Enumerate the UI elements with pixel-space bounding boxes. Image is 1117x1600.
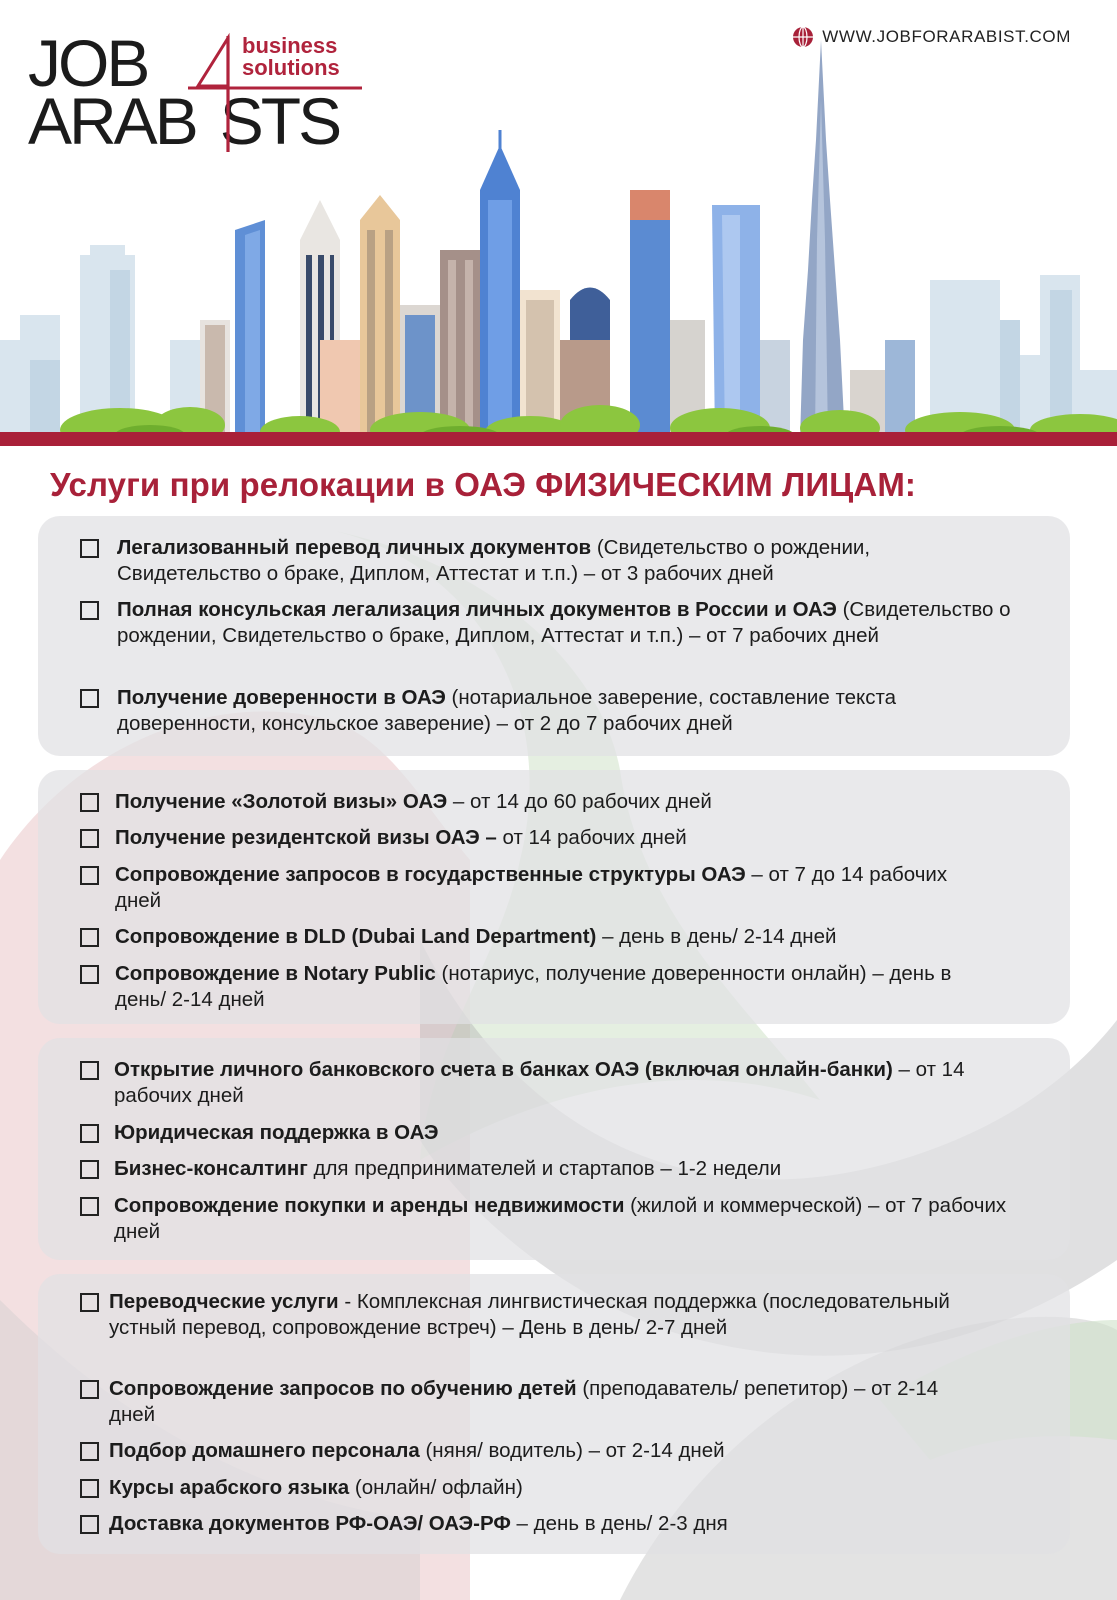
checkbox-icon[interactable] xyxy=(80,1197,99,1216)
checkbox-icon[interactable] xyxy=(80,689,99,708)
service-text xyxy=(117,685,1017,737)
service-name: Получение «Золотой визы» ОАЭ xyxy=(115,790,448,813)
service-text xyxy=(114,1193,1014,1245)
header-divider-bar xyxy=(0,432,1117,446)
logo-text-sts: STS xyxy=(219,84,340,158)
service-details: – день в день/ 2-3 дня xyxy=(510,1512,728,1535)
service-text xyxy=(109,1376,989,1428)
service-details: от 14 рабочих дней xyxy=(496,826,687,849)
logo-text-arab: ARAB xyxy=(28,84,196,158)
service-text xyxy=(117,535,1017,587)
checkbox-icon[interactable] xyxy=(80,1380,99,1399)
service-name: Подбор домашнего персонала xyxy=(109,1439,420,1462)
service-text xyxy=(109,1511,1009,1537)
service-name: Бизнес-консалтинг xyxy=(114,1157,308,1180)
service-name: Сопровождение запросов в государственные структуры ОАЭ xyxy=(115,863,746,886)
checkbox-icon[interactable] xyxy=(80,793,99,812)
service-group-banking xyxy=(38,1038,1070,1260)
service-text xyxy=(114,1120,1014,1146)
checkbox-icon[interactable] xyxy=(80,539,99,558)
checkbox-icon[interactable] xyxy=(80,601,99,620)
service-name: Получение резидентской визы ОАЭ – xyxy=(115,826,497,849)
logo-tagline-business: business xyxy=(242,33,338,58)
service-name: Сопровождение в DLD (Dubai Land Department) xyxy=(115,925,597,948)
service-text xyxy=(117,597,1017,649)
service-text xyxy=(115,789,1015,815)
service-details: (няня/ водитель) – от 2-14 дней xyxy=(419,1439,725,1462)
service-name: Сопровождение покупки и аренды недвижимости xyxy=(114,1194,625,1217)
service-text xyxy=(115,862,995,914)
service-name: Полная консульская легализация личных документов в России и ОАЭ xyxy=(117,598,837,621)
service-details: для предпринимателей и стартапов – 1-2 недели xyxy=(307,1157,782,1180)
checkbox-icon[interactable] xyxy=(80,1515,99,1534)
service-text xyxy=(109,1438,1009,1464)
checkbox-icon[interactable] xyxy=(80,1124,99,1143)
service-details: (жилой и коммерческой) – от 7 рабочих дней xyxy=(114,1194,1007,1243)
checkbox-icon[interactable] xyxy=(80,866,99,885)
checkbox-icon[interactable] xyxy=(80,928,99,947)
service-group-visas xyxy=(38,770,1070,1024)
service-name: Юридическая поддержка в ОАЭ xyxy=(114,1121,439,1144)
service-text xyxy=(109,1289,979,1341)
service-details: (преподаватель/ репетитор) – от 2-14 дней xyxy=(109,1377,939,1426)
service-name: Сопровождение запросов по обучению детей xyxy=(109,1377,577,1400)
service-details: – от 14 рабочих дней xyxy=(114,1058,965,1107)
service-text xyxy=(109,1475,1009,1501)
service-name: Сопровождение в Notary Public xyxy=(115,962,436,985)
service-text xyxy=(115,924,1015,950)
service-details: - Комплексная лингвистическая поддержка (последовательный устный перевод, сопровождение встреч) – День в день/ 2-7 дней xyxy=(109,1290,950,1339)
service-text xyxy=(115,961,995,1013)
dubai-skyline-illustration xyxy=(0,40,1117,440)
logo-text-job: JOB xyxy=(28,26,148,100)
checkbox-icon[interactable] xyxy=(80,1293,99,1312)
service-details: (Свидетельство о рождении, Свидетельство о браке, Диплом, Аттестат и т.п.) – от 3 рабочих дней xyxy=(117,536,871,585)
service-details: – день в день/ 2-14 дней xyxy=(596,925,837,948)
service-details: (нотариальное заверение, составление текста доверенности, консульское заверение) – от 2 до 7 рабочих дней xyxy=(117,686,897,735)
service-group-personal xyxy=(38,1274,1070,1554)
service-name: Получение доверенности в ОАЭ xyxy=(117,686,446,709)
service-name: Легализованный перевод личных документов xyxy=(117,536,592,559)
logo-tagline-solutions: solutions xyxy=(242,55,340,80)
checkbox-icon[interactable] xyxy=(80,1061,99,1080)
service-text xyxy=(114,1156,1014,1182)
service-name: Переводческие услуги xyxy=(109,1290,339,1313)
service-group-documents xyxy=(38,516,1070,756)
service-text xyxy=(114,1057,1014,1109)
checkbox-icon[interactable] xyxy=(80,965,99,984)
service-details: – от 7 до 14 рабочих дней xyxy=(115,863,948,912)
checkbox-icon[interactable] xyxy=(80,829,99,848)
checkbox-icon[interactable] xyxy=(80,1442,99,1461)
service-name: Открытие личного банковского счета в банках ОАЭ (включая онлайн-банки) xyxy=(114,1058,893,1081)
service-details: (онлайн/ офлайн) xyxy=(349,1476,523,1499)
service-details: (нотариус, получение доверенности онлайн) – день в день/ 2-14 дней xyxy=(115,962,952,1011)
service-text xyxy=(115,825,1015,851)
website-url: WWW.JOBFORARABIST.COM xyxy=(822,27,1071,46)
checkbox-icon[interactable] xyxy=(80,1479,99,1498)
service-name: Курсы арабского языка xyxy=(109,1476,350,1499)
service-details: – от 14 до 60 рабочих дней xyxy=(447,790,712,813)
service-name: Доставка документов РФ-ОАЭ/ ОАЭ-РФ xyxy=(109,1512,511,1535)
checkbox-icon[interactable] xyxy=(80,1160,99,1179)
service-details: (Свидетельство о рождении, Свидетельство о браке, Диплом, Аттестат и т.п.) – от 7 рабочих дней xyxy=(117,598,1011,647)
page-title: Услуги при релокации в ОАЭ ФИЗИЧЕСКИМ ЛИЦАМ: xyxy=(50,466,916,503)
